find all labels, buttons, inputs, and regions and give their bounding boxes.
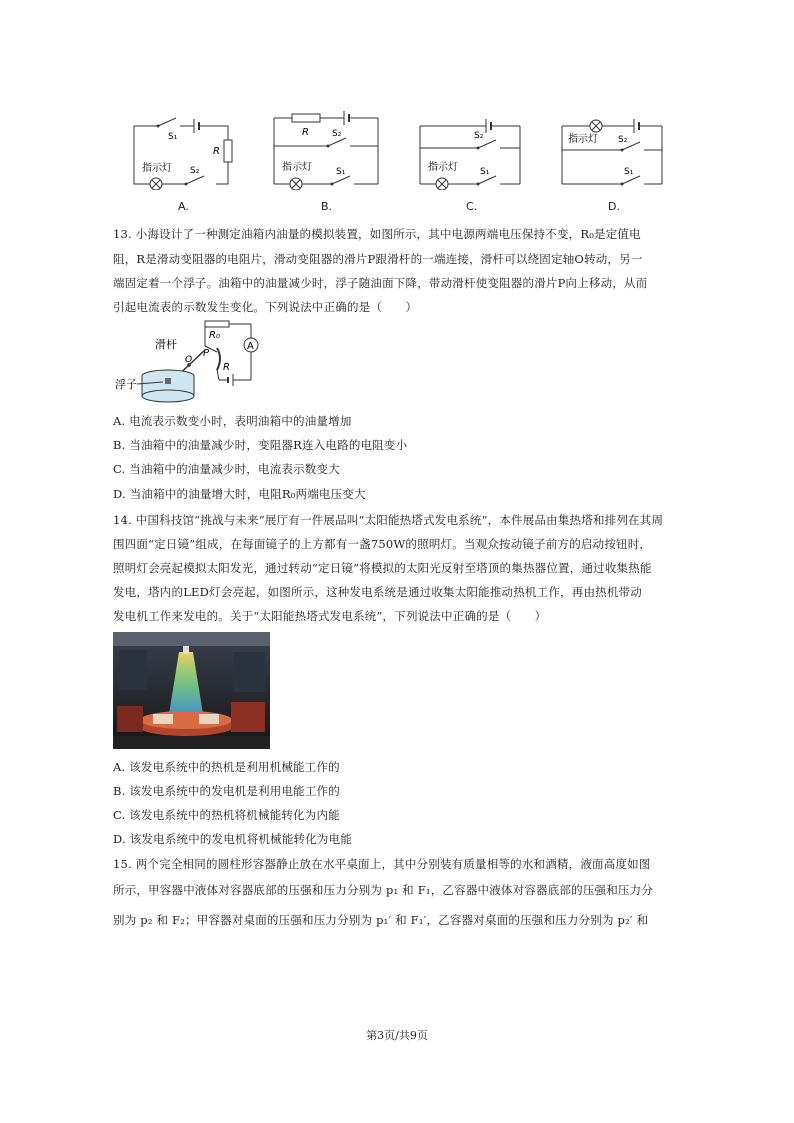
circuit-b-s1: S₁ bbox=[336, 167, 346, 177]
q13-option-c: C. 当油箱中的油量减少时，电流表示数变大 bbox=[113, 462, 340, 476]
q14-option-a: A. 该发电系统中的热机是利用机械能工作的 bbox=[113, 760, 340, 774]
circuit-a-diagram bbox=[128, 108, 238, 190]
r-label: R bbox=[223, 362, 230, 373]
q13-line-4: 引起电流表的示数发生变化。下列说法中正确的是（ ） bbox=[113, 300, 418, 314]
q14-line-2: 围四面“定日镜”组成，在每面镜子的上方都有一盏750W的照明灯。当观众按动镜子前方的启动按钮时， bbox=[113, 537, 652, 551]
q14-option-b: B. 该发电系统中的发电机是利用电能工作的 bbox=[113, 784, 340, 798]
circuit-b-diagram bbox=[268, 108, 384, 190]
circuit-a-s2: S₂ bbox=[190, 166, 200, 176]
q13-option-b: B. 当油箱中的油量减少时，变阻器R连入电路的电阻变小 bbox=[113, 438, 408, 452]
float-label: 浮子 bbox=[115, 378, 137, 391]
option-d-label: D. bbox=[608, 200, 620, 213]
option-a-label: A. bbox=[178, 200, 189, 213]
q14-option-d: D. 该发电系统中的发电机将机械能转化为电能 bbox=[113, 832, 353, 846]
q14-line-3: 照明灯会亮起模拟太阳发光，通过转动“定日镜”将模拟的太阳光反射至塔顶的集热器位置，通过收集热能 bbox=[113, 561, 652, 575]
q14-line-4: 发电，塔内的LED灯会亮起，如图所示，这种发电系统是通过收集太阳能推动热机工作，再由热机带动 bbox=[113, 585, 642, 599]
circuit-b-r: R bbox=[302, 127, 309, 138]
q13-line-2: 阻，R是滑动变阻器的电阻片，滑动变阻器的滑片P跟滑杆的一端连接，滑杆可以绕固定轴O转动，另一 bbox=[113, 252, 643, 266]
circuit-c-diagram bbox=[414, 108, 526, 190]
circuit-d-s1: S₁ bbox=[624, 167, 634, 177]
circuit-d-lamp-label: 指示灯 bbox=[568, 134, 598, 145]
option-c-label: C. bbox=[466, 200, 478, 213]
q13-line-1: 13. 小海设计了一种测定油箱内油量的模拟装置，如图所示，其中电源两端电压保持不变，R₀是定值电 bbox=[113, 227, 641, 241]
q14-line-5: 发电机工作来发电的。关于“太阳能热塔式发电系统”，下列说法中正确的是（ ） bbox=[113, 609, 547, 623]
q13-line-3: 端固定着一个浮子。油箱中的油量减少时，浮子随油面下降，带动滑杆使变阻器的滑片P向上移动，从而 bbox=[113, 276, 648, 290]
r0-label: R₀ bbox=[209, 330, 220, 341]
q14-line-1: 14. 中国科技馆“挑战与未来”展厅有一件展品叫“太阳能热塔式发电系统”，本件展品由集热塔和排列在其周 bbox=[113, 513, 664, 527]
rod-label: 滑杆 bbox=[155, 338, 177, 351]
page-footer: 第3页/共9页 bbox=[366, 1029, 428, 1042]
oil-tank-gauge-diagram bbox=[113, 318, 273, 408]
q14-option-c: C. 该发电系统中的热机将机械能转化为内能 bbox=[113, 808, 340, 822]
circuit-a-s1: S₁ bbox=[168, 132, 178, 142]
circuit-c-s1: S₁ bbox=[480, 167, 490, 177]
circuit-d-s2: S₂ bbox=[618, 135, 628, 145]
circuit-a-r: R bbox=[213, 146, 220, 157]
circuit-b-s2: S₂ bbox=[332, 129, 342, 139]
circuit-d-diagram bbox=[556, 108, 668, 190]
q15-line-1: 15. 两个完全相同的圆柱形容器静止放在水平桌面上，其中分别装有质量相等的水和酒精，液面高度如图 bbox=[113, 857, 651, 871]
circuit-b-lamp-label: 指示灯 bbox=[282, 162, 312, 173]
q13-option-d: D. 当油箱中的油量增大时，电阻R₀两端电压变大 bbox=[113, 487, 366, 501]
circuit-c-lamp-label: 指示灯 bbox=[428, 162, 458, 173]
ammeter-label: A bbox=[247, 341, 254, 352]
solar-tower-exhibit-photo bbox=[113, 632, 270, 749]
circuit-a-lamp-label: 指示灯 bbox=[142, 163, 172, 174]
circuit-c-s2: S₂ bbox=[474, 131, 484, 141]
option-b-label: B. bbox=[321, 200, 333, 213]
q13-option-a: A. 电流表示数变小时，表明油箱中的油量增加 bbox=[113, 414, 352, 428]
q15-line-3: 别为 p₂ 和 F₂；甲容器对桌面的压强和压力分别为 p₁′ 和 F₁′，乙容器对桌面的压强和压力分别为 p₂′ 和 bbox=[113, 913, 649, 927]
o-label: O bbox=[185, 355, 193, 365]
q15-line-2: 所示，甲容器中液体对容器底部的压强和压力分别为 p₁ 和 F₁，乙容器中液体对容器底部的压强和压力分 bbox=[113, 883, 654, 897]
p-label: P bbox=[203, 348, 210, 359]
